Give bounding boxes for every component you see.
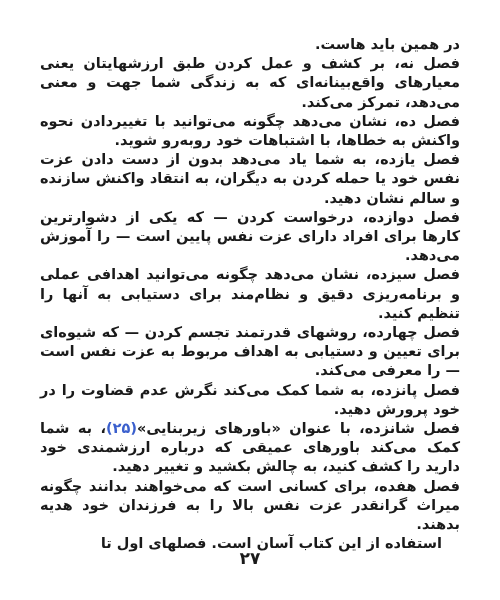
paragraph-usage: استفاده از این کتاب آسان است. فصلهای اول تا [100, 536, 442, 553]
paragraph-chapter-10: فصل ده، نشان می‌دهد چگونه می‌توانید با تغییردادن نحوه واکنش به خطاها، با اشتباهات خود روبه‌رو شوید. [40, 113, 460, 150]
paragraph-continuation: در همین باید هاست. [315, 37, 460, 53]
paragraph-chapter-15: فصل پانزده، به شما کمک می‌کند نگرش عدم قضاوت را در خود پرورش دهید. [40, 382, 460, 418]
page-body-text [40, 36, 460, 554]
paragraph-chapter-12: فصل دوازده، درخواست کردن — که یکی از دشوارترین کارها برای افراد دارای عزت نفس پایین است — را آموزش می‌دهد. [40, 209, 460, 265]
paragraph-chapter-9: فصل نه، بر کشف و عمل کردن طبق ارزشهایتان یعنی معیارهای واقع‌بینانه‌ای که به زندگی شما جهت و معنی می‌دهد، تمرکز می‌کند. [40, 56, 460, 111]
paragraph-chapter-11: فصل یازده، به شما یاد می‌دهد بدون از دست دادن عزت نفس خود یا حمله کردن به دیگران، به انتقاد واکنش سازنده و سالم نشان دهید. [40, 152, 460, 207]
paragraph-chapter-16: فصل شانزده، با عنوان «باورهای زیربنایی»(۲۵)، به شما کمک می‌کند باورهای عمیقی که درباره ارزشمندی خود دارید را کشف کنید، به چالش بکشید و تغییر دهید. [40, 421, 460, 476]
paragraph-chapter-13: فصل سیزده، نشان می‌دهد چگونه می‌توانید اهدافی عملی و برنامه‌ریزی دقیق و نظام‌مند برای دستیابی به آنها را تنظیم کنید. [40, 267, 460, 322]
paragraph-chapter-17: فصل هفده، برای کسانی است که می‌خواهند بدانند چگونه میراث گرانقدر عزت نفس بالا را به فرزندان خود هدیه بدهند. [40, 478, 460, 534]
page-number: ۲۷ [239, 549, 261, 569]
paragraph-chapter-14: فصل چهارده، روشهای قدرتمند تجسم کردن — که شیوه‌ای برای تعیین و دستیابی به اهداف مربوط به عزت نفس است — را معرفی می‌کند. [40, 325, 460, 380]
reference-number: (۲۵) [105, 421, 137, 438]
